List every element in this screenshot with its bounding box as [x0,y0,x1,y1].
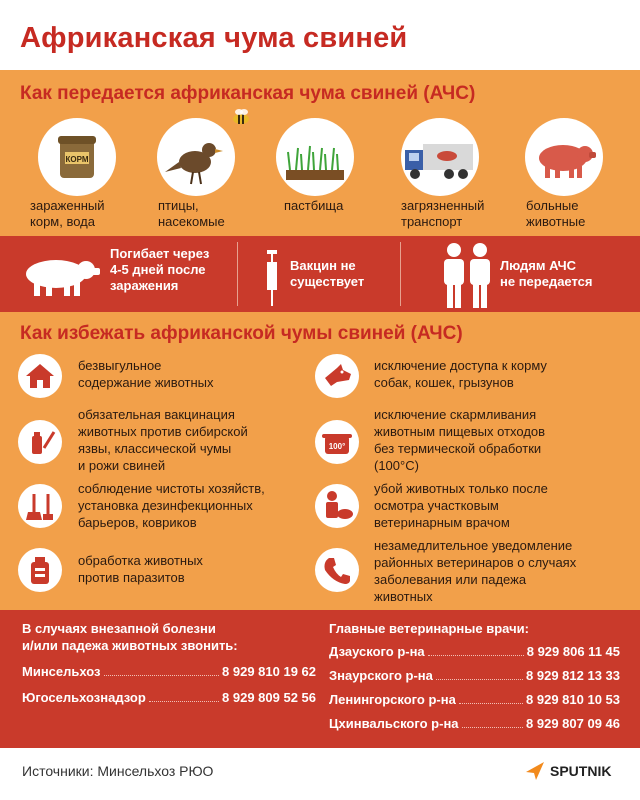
label-transport: загрязненный транспорт [401,198,485,229]
contact-phone[interactable]: 8 929 806 11 45 [526,644,620,659]
contact-name: Минсельхоз [22,664,101,679]
death-note: Погибает через 4-5 дней после заражения [110,246,210,293]
prevention-left-1: безвыгульное содержание животных [78,358,214,390]
truck-icon [401,118,479,196]
sources-text: Источники: Минсельхоз РЮО [22,763,214,779]
contact-phone[interactable]: 8 929 810 10 53 [526,692,620,707]
veterinarian-icon [315,484,359,528]
prevention-left-4: обработка животных против паразитов [78,553,203,585]
bee-icon [229,106,253,128]
sputnik-arrow-icon [524,760,546,782]
syringe-icon [262,246,282,308]
sick-pig-icon [525,118,603,196]
pig-silhouette-icon [14,250,104,300]
bird-icon [157,118,235,196]
feed-bag-icon [38,118,116,196]
contact-name: Цхинвальского р-на [329,716,459,731]
dog-icon [315,354,359,398]
contact-name: Югосельхознадзор [22,690,146,705]
logo-text: SPUTNIK [550,763,612,779]
contact-phone[interactable]: 8 929 810 19 62 [222,664,316,679]
contacts-right-title: Главные ветеринарные врачи: [329,621,529,636]
page-title: Африканская чума свиней [20,22,408,54]
band-divider-2 [400,242,401,306]
people-icon [440,240,496,310]
prevention-left-2: обязательная вакцинация животных против сибирской язвы, классической чумы и рожи свиней [78,407,248,473]
contact-row [329,716,620,731]
contact-row [329,668,620,683]
people-note: Людям АЧС не передается [500,258,593,289]
contact-phone[interactable]: 8 929 809 52 56 [222,690,316,705]
cleaning-tools-icon [18,484,62,528]
contact-name: Ленингорского р-на [329,692,456,707]
contact-name: Дзауского р-на [329,644,425,659]
pot-badge-text: 100° [328,442,346,451]
contacts-left-title: В случаях внезапной болезни и/или падежа животных звонить: [22,621,238,653]
label-feed: зараженный корм, вода [30,198,105,229]
label-pasture: пастбища [284,198,344,213]
grass-icon [276,118,354,196]
antiparasitic-icon [18,548,62,592]
contact-row [22,664,316,679]
prevention-right-2: исключение скармливания животным пищевых отходов без термической обработки (100°С) [374,407,546,473]
contact-phone[interactable]: 8 929 812 13 33 [526,668,620,683]
prevention-right-4: незамедлительное уведомление районных ветеринаров о случаях заболевания или падежа животных [374,538,577,604]
sputnik-logo[interactable] [524,760,611,782]
section-transmission-title: Как передается африканская чума свиней (АЧС) [20,83,476,104]
feed-badge-text: КОРМ [65,155,89,164]
label-birds: птицы, насекомые [158,198,225,229]
label-sick-animals: больные животные [526,198,586,229]
band-divider-1 [237,242,238,306]
prevention-right-3: убой животных только после осмотра участковым ветеринарным врачом [374,481,548,530]
contact-name: Знаурского р-на [329,668,433,683]
section-prevention-title: Как избежать африканской чумы свиней (АЧС) [20,323,463,344]
phone-icon [315,548,359,592]
contact-row [22,690,316,705]
prevention-left-3: соблюдение чистоты хозяйств, установка дезинфекционных барьеров, ковриков [78,481,265,530]
contact-row [329,692,620,707]
prevention-right-1: исключение доступа к корму собак, кошек, грызунов [374,358,547,390]
contact-row [329,644,620,659]
contact-phone[interactable]: 8 929 807 09 46 [526,716,620,731]
boiling-pot-icon [315,420,359,464]
vaccine-note: Вакцин не существует [290,258,365,289]
barn-icon [18,354,62,398]
vaccination-icon [18,420,62,464]
